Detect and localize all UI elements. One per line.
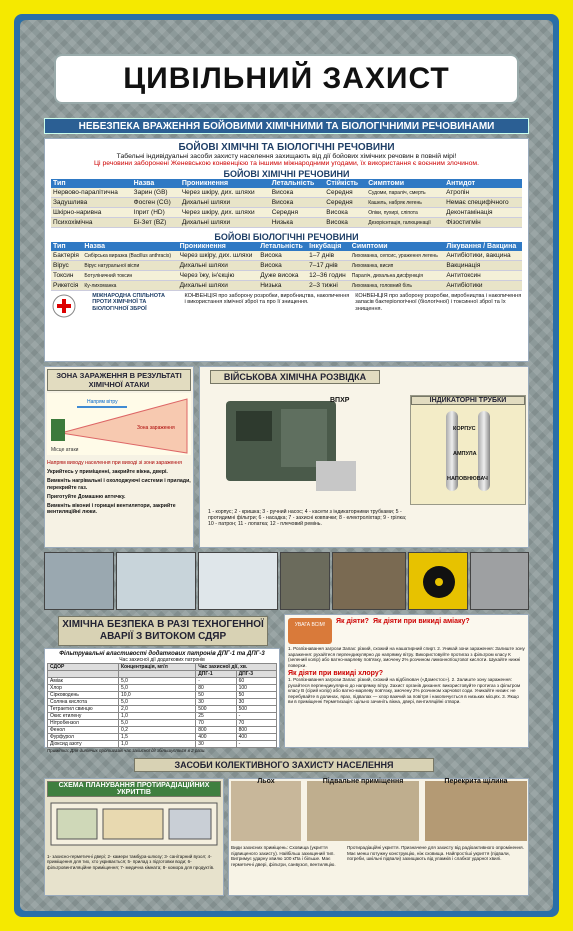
org-label: МІЖНАРОДНА СПІЛЬНОТА ПРОТИ ХІМІЧНОЇ ТА БІОЛОГІЧНОЇ ЗБРОЇ	[92, 293, 165, 312]
alarm-label: УВАГА ВСІМ!	[294, 622, 326, 628]
filter-row	[48, 678, 277, 685]
filter-cell: -	[236, 713, 276, 720]
zone-title: ЗОНА ЗАРАЖЕННЯ В РЕЗУЛЬТАТІ ХІМІЧНОЇ АТАКИ	[47, 369, 191, 391]
chem-table-cell: Середня	[270, 208, 325, 218]
chem-table-cell: Задушлива	[51, 198, 132, 208]
bio-table-cell: Бактерія	[51, 251, 82, 261]
bio-table-row	[51, 251, 522, 261]
photo-rescuers	[470, 552, 529, 610]
chem-table-cell: Нервово-паралітична	[51, 188, 132, 198]
shelter-plan	[47, 799, 221, 849]
bio-table-cell: Вакцинація	[444, 261, 522, 271]
wind-label: Напрям вітру	[87, 399, 118, 405]
filter-note: Примітка: Для дитячих протигазів час захисної дії збільшується в 2 рази.	[47, 748, 206, 753]
chem-table-row	[51, 208, 522, 218]
filter-cell: 800	[196, 727, 236, 734]
chem-table-cell: Психохімічна	[51, 218, 132, 228]
filter-cell: 70	[236, 720, 276, 727]
bio-table-cell: 7–17 днів	[307, 261, 350, 271]
filter-cell: 0,2	[118, 727, 195, 734]
zone-diagram	[47, 393, 191, 455]
filter-cell: 500	[236, 706, 276, 713]
bio-table-header: Проникнення	[178, 242, 259, 251]
chem-bio-warning: Ці речовини заборонені Женевською конвенцією та іншими міжнародними угодами, їх використання є воєнним злочином.	[94, 160, 479, 167]
bio-table-cell: Вірус	[51, 261, 82, 271]
bio-table-cell: Дуже висока	[258, 271, 307, 281]
bio-table-cell: Сибірська виразка (Bacillus anthracis)	[82, 251, 177, 261]
filter-cell: 2,0	[118, 706, 195, 713]
bio-table-cell: Вірус натуральної віспи	[82, 261, 177, 271]
scheme-legend: 1- захисно-герметичні двері; 2- камери тамбура-шлюзу; 3- санітарний вузол; 4- приміщення для тих, хто укривається; 5- прилад з підготовки води; 6- фільтровентиляційне приміщення; 7- медична кімната; 8- комора для продуктів.	[47, 854, 215, 870]
chem-table-cell: Деконтамінація	[444, 208, 522, 218]
recon-legend: 1 - корпус; 2 - кришка; 3 - ручний насос; 4 - касети з індикаторними трубками; 5 - протидимні фільтри; 6 - насадка; 7 - захисні ковпачки; 8 - електроліхтар; 9 - грілка; 10 - патрон; 11 - лопатка; 12 - плечовий ремінь.	[208, 509, 407, 528]
chem-bio-heading: БОЙОВІ ХІМІЧНІ ТА БІОЛОГІЧНІ РЕЧОВИНИ	[178, 142, 395, 153]
bio-table	[51, 242, 522, 291]
filter-cell: Сірководень	[48, 692, 119, 699]
recon-panel	[199, 366, 529, 548]
filter-cell: Діоксид азоту	[48, 741, 119, 748]
bio-table-cell: Висока	[258, 261, 307, 271]
radio-alarm	[288, 618, 332, 644]
bio-table-header: Симптоми	[350, 242, 445, 251]
filter-cell: Хлор	[48, 685, 119, 692]
filter-row	[48, 727, 277, 734]
chem-table-cell: Шкірно-наривна	[51, 208, 132, 218]
leak-actions-panel	[284, 614, 529, 748]
tube-part-filler: НАПОВНЮВАЧ	[447, 476, 488, 482]
red-cross-logo	[51, 293, 88, 319]
bio-table-cell: Токсин	[51, 271, 82, 281]
photo-radiation-sign	[408, 552, 468, 610]
filter-title: Фільтрувальні властивості додаткових патронів ДПГ-1 та ДПГ-3	[59, 651, 265, 657]
filter-cell: 1,0	[118, 741, 195, 748]
filter-col-dpg1: ДПГ-1	[196, 671, 236, 678]
filter-cell: Окис етилену	[48, 713, 119, 720]
scheme-title: СХЕМА ПЛАНУВАННЯ ПРОТИРАДІАЦІЙНИХ УКРИТТІВ	[47, 781, 221, 797]
bio-table-cell: Лихоманка, сепсис, ураження легень	[350, 251, 445, 261]
chem-table-cell: Середня	[324, 198, 366, 208]
photo-snow-field	[198, 552, 278, 610]
chem-table-header: Стійкість	[324, 179, 366, 188]
filter-row	[48, 706, 277, 713]
filter-cell: Аміак	[48, 678, 119, 685]
protection-text: Протирадіаційні укриття. Призначене для захисту від радіоактивного опромінення. Має менш потужну конструкцію, ніж сховища. Найпростіші укриття (підвали, погреби, шкільні підвали) захищають від уламків і слабкої ударної хвилі.	[347, 845, 524, 861]
filter-cell: -	[236, 741, 276, 748]
photo-hazmat-team	[44, 552, 114, 610]
zone-panel	[44, 366, 194, 548]
ammonia-text: 1. Розпізнавання загрози Запах: різкий, схожий на нашатирний спирт. 2. Уникай зони зараження: Залиште зону зараження: рухайтеся перпендикулярно до напрямку вітру. Використовуйте протигаз з фільтром класу К (зелений колір) або ватно-марлеву пов'язку, змочену 2% розчином лимонної/оцтової кислоти. Шукайте нижні поверхи.	[288, 646, 525, 668]
filter-cell: Соляна кислота	[48, 699, 119, 706]
filter-col-time: Час захисної дії, хв.	[196, 664, 277, 671]
filter-cell: 50	[196, 692, 236, 699]
chem-table-cell: Висока	[270, 188, 325, 198]
zone-step: Приготуйте Домашню аптечку.	[47, 493, 126, 500]
bio-table-cell: Рикетсія	[51, 281, 82, 291]
attack-site	[51, 419, 65, 441]
section-band-hazard: НЕБЕЗПЕКА ВРАЖЕННЯ БОЙОВИМИ ХІМІЧНИМИ ТА БІОЛОГІЧНИМИ РЕЧОВИНАМИ	[44, 118, 529, 134]
convention-chemical: КОНВЕНЦІЯ про заборону розробки, виробництва, накопичення і використання хімічної зброї та про її знищення.	[184, 293, 350, 306]
filter-cell: 400	[236, 734, 276, 741]
chem-table-cell: Бі-Зет (BZ)	[132, 218, 180, 228]
chem-table-cell: Іприт (HD)	[132, 208, 180, 218]
chem-table-row	[51, 198, 522, 208]
chem-safety-title: ХІМІЧНА БЕЗПЕКА В РАЗІ ТЕХНОГЕННОЇ АВАРІЇ З ВИТОКОМ СДЯР	[58, 616, 268, 646]
chem-table-cell: Зарин (GB)	[132, 188, 180, 198]
chem-table-cell: Середня	[324, 188, 366, 198]
filter-cell: 1,5	[118, 734, 195, 741]
filter-row	[48, 692, 277, 699]
filter-panel	[44, 648, 280, 753]
filter-cell: 25	[196, 713, 236, 720]
recon-device-label: ВПХР	[330, 397, 350, 404]
zone-step: Вимкніть нагрівальні і охолоджуючі системи і прилади, перекрийте газ.	[47, 478, 191, 491]
chem-table-header: Симптоми	[366, 179, 444, 188]
shelter-label-trench: Перекрита щілина	[444, 778, 508, 785]
bio-table-heading: БОЙОВІ БІОЛОГІЧНІ РЕЧОВИНИ	[214, 232, 359, 242]
bio-table-row	[51, 261, 522, 271]
filter-cell: Тетраетил свинцю	[48, 706, 119, 713]
chem-table-cell: Низька	[270, 218, 325, 228]
chem-table-cell: Дезорієнтація, галюцинації	[366, 218, 444, 228]
chem-table-cell: Судоми, параліч, смерть	[366, 188, 444, 198]
chem-table-cell: Фосген (CG)	[132, 198, 180, 208]
bio-table-cell: Лихоманка, головний біль	[350, 281, 445, 291]
filter-cell: 30	[196, 741, 236, 748]
tube-part-body: КОРПУС	[453, 426, 476, 432]
chlorine-question: Як діяти при викиді хлору?	[288, 670, 384, 677]
chem-table-cell: Висока	[270, 198, 325, 208]
bio-table-row	[51, 281, 522, 291]
radiation-icon	[409, 553, 468, 610]
chem-table-cell: Атропін	[444, 188, 522, 198]
collective-title: ЗАСОБИ КОЛЕКТИВНОГО ЗАХИСТУ НАСЕЛЕННЯ	[134, 758, 434, 772]
filter-cell: Фурфурол	[48, 734, 119, 741]
filter-row	[48, 734, 277, 741]
filter-row	[48, 699, 277, 706]
filter-cell: 800	[236, 727, 276, 734]
filter-cell: 30	[236, 699, 276, 706]
chem-table-cell: Через шкіру, дих. шляхи	[180, 188, 270, 198]
bio-table-cell: Низька	[258, 281, 307, 291]
bio-table-cell: Ботуліничний токсин	[82, 271, 177, 281]
what-to-do: Як діяти?	[336, 618, 369, 625]
leak-header	[288, 618, 525, 644]
filter-row	[48, 713, 277, 720]
bio-table-cell: Антибіотики	[444, 281, 522, 291]
filter-cell: -	[196, 678, 236, 685]
chem-table-cell: Опіки, пухирі, сліпота	[366, 208, 444, 218]
zone-label: Зона зараження	[137, 425, 175, 431]
tubes-title: ІНДИКАТОРНІ ТРУБКИ	[411, 396, 525, 405]
chem-table-cell: Дихальні шляхи	[180, 198, 270, 208]
chem-table	[51, 179, 522, 228]
filter-cell: 10,0	[118, 692, 195, 699]
filter-cell: 30	[196, 699, 236, 706]
filter-row	[48, 741, 277, 748]
chem-table-cell: Висока	[324, 208, 366, 218]
filter-cell: 5,0	[118, 678, 195, 685]
zone-step: Укрийтесь у приміщенні, закрийте вікна, двері.	[47, 469, 168, 476]
shelter-label-basement: Підвальне приміщення	[322, 778, 404, 785]
recon-device-illustration	[206, 391, 376, 501]
shelter-trench-image	[425, 781, 527, 841]
filter-cell: 500	[196, 706, 236, 713]
bio-table-cell: 12–36 годин	[307, 271, 350, 281]
chem-table-cell: Кашель, набряк легень	[366, 198, 444, 208]
shelters-panel	[228, 778, 529, 896]
filter-cell: 5,0	[118, 685, 195, 692]
filter-col-concentration: Концентрація, мг/л	[118, 664, 195, 671]
zone-steps	[47, 469, 191, 515]
filter-table	[47, 663, 277, 748]
chem-table-heading: БОЙОВІ ХІМІЧНІ РЕЧОВИНИ	[223, 169, 350, 179]
chem-table-cell: Немає специфічного	[444, 198, 522, 208]
chem-table-cell: Фізостигмін	[444, 218, 522, 228]
filter-cell: 60	[236, 678, 276, 685]
bio-table-header: Летальність	[258, 242, 307, 251]
filter-row	[48, 685, 277, 692]
chem-bio-intro: Табельні індивідуальні засоби захисту населення захищають від дії бойових хімічних речовин в повній мірі!	[116, 153, 457, 160]
chlorine-text: 1. Розпізнавання загрози Запах: різкий, схожий на відбілювач («Доместос»). 2. Залиште зону зараження: рухайтеся перпендикулярно до напрямку вітру. Захист органів дихання: використовуйте протигаз з фільтром класу В (сірий колір) або ватно-марлеву пов'язку, змочену 2% розчином харчової соди. Уникайте низин: не перебувайте в долинах, ярах, підвалах — хлор важчий за повітря і накопичується в низьких місцях. 3. Якщо ви в приміщенні Герметизація: щільно зачиніть вікна, двері, вентиляційні отвори.	[288, 677, 521, 704]
bio-table-cell: Дихальні шляхи	[178, 281, 259, 291]
filter-col-dpg3: ДПГ-3	[236, 671, 276, 678]
bio-table-header: Лікування / Вакцина	[444, 242, 522, 251]
bio-table-cell: Параліч, дихальна дисфункція	[350, 271, 445, 281]
shelter-label-cellar: Льох	[257, 778, 275, 785]
chem-table-header: Назва	[132, 179, 180, 188]
chem-table-cell: Дихальні шляхи	[180, 218, 270, 228]
bio-table-cell: Дихальні шляхи	[178, 261, 259, 271]
bio-table-cell: Через їжу, ін'єкцію	[178, 271, 259, 281]
zone-arrow-text: Напрям виходу населення при виході зі зони зараження	[47, 460, 182, 466]
tubes-box	[410, 395, 526, 505]
filter-cell: 100	[236, 685, 276, 692]
filter-cell: 70	[196, 720, 236, 727]
bio-table-cell: 1–7 днів	[307, 251, 350, 261]
filter-cell: 80	[196, 685, 236, 692]
filter-caption: Час захисної дії додаткових патронів	[119, 657, 205, 663]
bio-table-header: Назва	[82, 242, 177, 251]
bio-table-row	[51, 271, 522, 281]
shelter-cellar-image	[231, 781, 301, 841]
bio-table-cell: Лихоманка, висип	[350, 261, 445, 271]
filter-cell: Фенол	[48, 727, 119, 734]
filter-cell: Нітробензол	[48, 720, 119, 727]
chem-table-header: Проникнення	[180, 179, 270, 188]
bio-table-cell: Через шкіру, дих. шляхи	[178, 251, 259, 261]
chem-bio-panel	[44, 138, 529, 362]
filter-row	[48, 720, 277, 727]
bio-table-cell: Антитоксин	[444, 271, 522, 281]
bio-table-cell: Ку-лихоманка	[82, 281, 177, 291]
scheme-panel	[44, 778, 224, 896]
poster-frame	[14, 14, 559, 917]
chem-table-cell: Через шкіру, дих. шляхи	[180, 208, 270, 218]
chem-table-header: Тип	[51, 179, 132, 188]
shelter-basement-image	[307, 781, 419, 841]
shelter-types-text: Види захисних приміщень: Сховища (укриття підвищеного захисту). Найбільш захищений тип. Витримує ударну хвилю 100 кПа і більше. Має герметичні двері, фільтри, санвузол, вентиляцію.	[231, 845, 336, 867]
filter-col-sdor: СДОР	[48, 664, 119, 671]
recon-title: ВІЙСЬКОВА ХІМІЧНА РОЗВІДКА	[210, 370, 380, 384]
filter-cell: 5,0	[118, 720, 195, 727]
poster-title-box	[54, 54, 519, 104]
filter-cell: 1,0	[118, 713, 195, 720]
photo-decontamination	[332, 552, 406, 610]
convention-biological: КОНВЕНЦІЯ про заборону розробки, виробництва і накопичення запасів бактеріологічної (біологічної) і токсинної зброї та їх знищення.	[355, 293, 522, 312]
zone-place-label: Місце атаки	[51, 447, 79, 453]
chem-table-header: Антидот	[444, 179, 522, 188]
chem-table-row	[51, 188, 522, 198]
bio-table-header: Інкубація	[307, 242, 350, 251]
bio-table-cell: Висока	[258, 251, 307, 261]
filter-cell: 400	[196, 734, 236, 741]
chem-table-row	[51, 218, 522, 228]
bio-table-cell: Антибіотики, вакцина	[444, 251, 522, 261]
filter-cell: 50	[236, 692, 276, 699]
chem-table-header: Летальність	[270, 179, 325, 188]
photo-gas-mask	[280, 552, 330, 610]
filter-cell: 5,0	[118, 699, 195, 706]
zone-step: Вимкніть вікониі і горищні вентилятори, закрийте вентиляційні люки.	[47, 503, 176, 516]
tube-part-ampule: АМПУЛА	[453, 451, 477, 457]
photo-chemical-cloud	[116, 552, 196, 610]
conventions-row	[51, 293, 522, 319]
ammonia-question: Як діяти при викиді аміаку?	[372, 618, 470, 625]
poster-title: ЦИВІЛЬНИЙ ЗАХИСТ	[123, 62, 450, 95]
chem-table-cell: Висока	[324, 218, 366, 228]
bio-table-header: Тип	[51, 242, 82, 251]
bio-table-cell: 2–3 тижні	[307, 281, 350, 291]
